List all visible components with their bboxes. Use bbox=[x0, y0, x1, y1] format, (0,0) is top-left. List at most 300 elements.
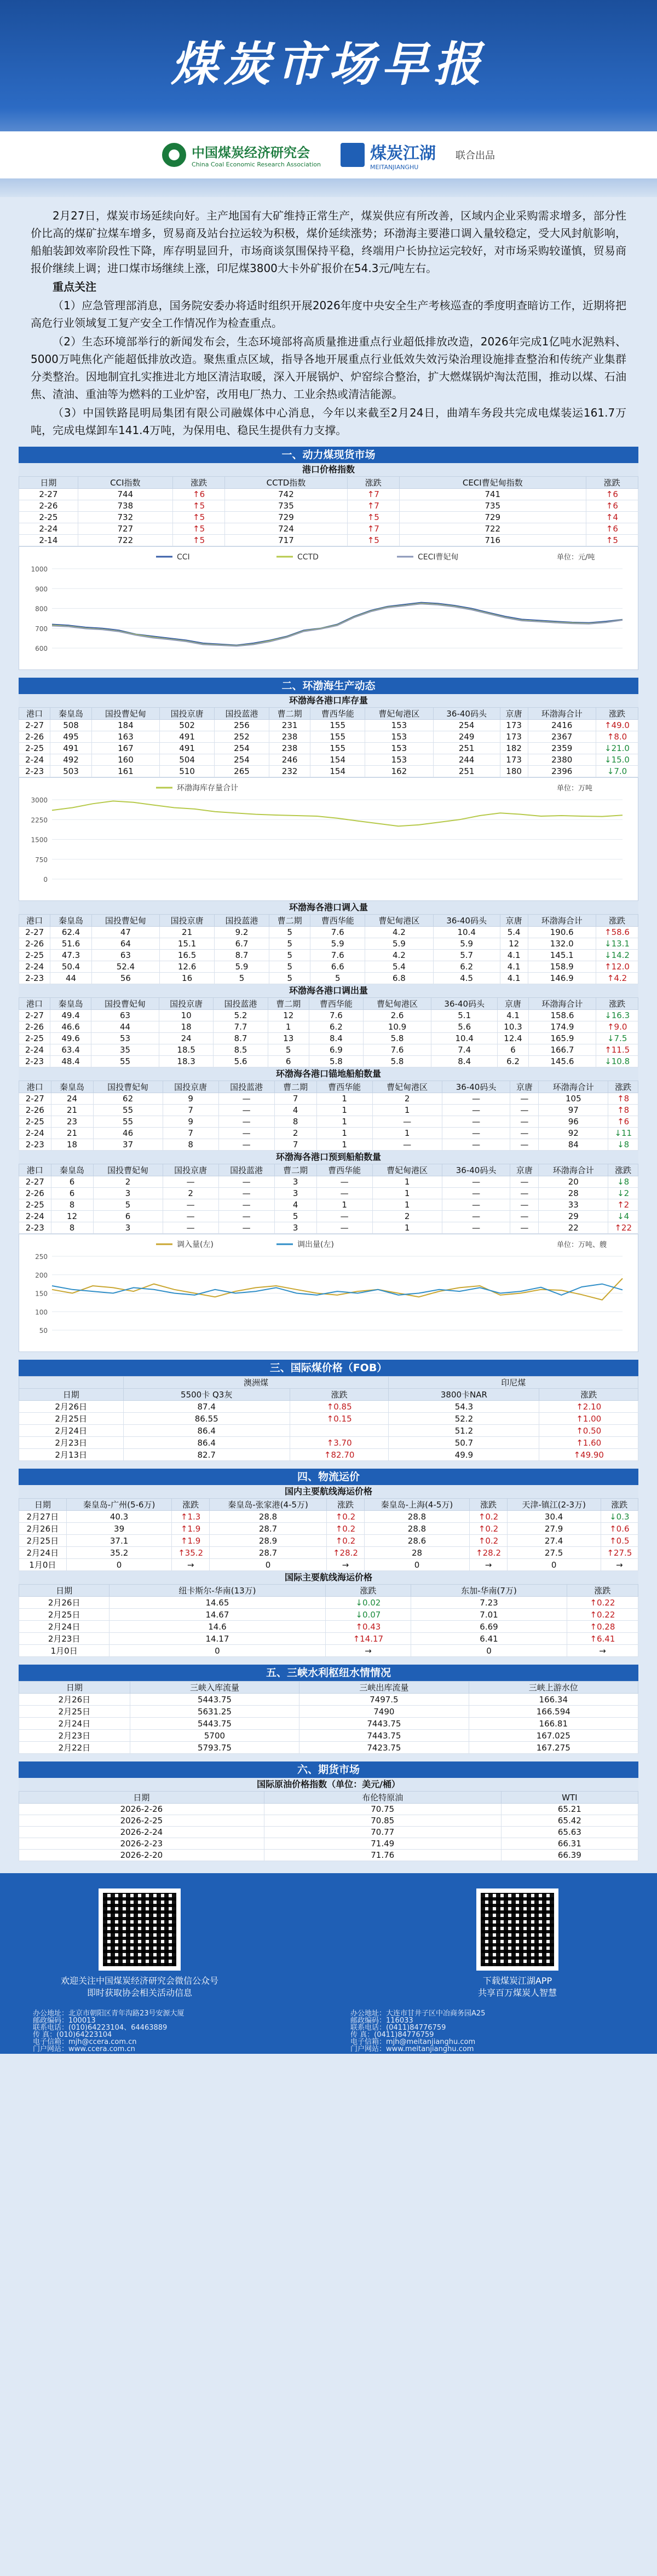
table-cell: ↑4.2 bbox=[596, 973, 638, 984]
table-cell: 47.3 bbox=[50, 950, 91, 961]
table-cell: — bbox=[510, 1128, 539, 1139]
table-cell: ↑6.41 bbox=[567, 1633, 638, 1645]
table-cell: 238 bbox=[269, 731, 310, 743]
table-cell: 153 bbox=[365, 731, 433, 743]
table-cell: 52.4 bbox=[91, 961, 159, 973]
table-cell: ↑0.2 bbox=[470, 1511, 507, 1523]
column-header: CCI指数 bbox=[78, 477, 172, 489]
table-cell: 2416 bbox=[528, 720, 596, 731]
table-cell: 28 bbox=[364, 1547, 470, 1559]
table-cell: ↓11 bbox=[608, 1128, 638, 1139]
table-cell: 50.7 bbox=[389, 1437, 539, 1449]
table-cell: 28.8 bbox=[209, 1511, 327, 1523]
table-cell: 735 bbox=[225, 500, 347, 512]
column-header: CECI曹妃甸指数 bbox=[399, 477, 586, 489]
table-cell: 82.7 bbox=[123, 1449, 290, 1461]
table-cell: ↓8 bbox=[608, 1139, 638, 1151]
table-cell: 3 bbox=[274, 1176, 316, 1188]
table-cell: 24 bbox=[51, 1093, 93, 1105]
table-cell: 28.8 bbox=[364, 1523, 470, 1535]
column-header: 环渤海合计 bbox=[528, 708, 596, 720]
table-cell: → bbox=[567, 1645, 638, 1657]
column-header: 京唐 bbox=[500, 915, 528, 927]
table-cell: — bbox=[316, 1188, 372, 1199]
table-cell: 716 bbox=[399, 535, 586, 546]
section-title: 六、期货市场 bbox=[19, 1761, 638, 1778]
table-cell: 724 bbox=[225, 523, 347, 535]
table-cell: 51.2 bbox=[389, 1425, 539, 1437]
table-row bbox=[19, 1176, 638, 1188]
section-title: 一、动力煤现货市场 bbox=[19, 447, 638, 463]
column-header: 36-40码头 bbox=[433, 915, 500, 927]
table-cell: 1 bbox=[316, 1093, 372, 1105]
table-cell: 153 bbox=[365, 720, 433, 731]
section-three-gorges bbox=[19, 1665, 638, 1754]
y-tick-label: 700 bbox=[35, 625, 48, 633]
table-cell: 9 bbox=[163, 1116, 218, 1128]
header-banner bbox=[0, 0, 657, 197]
table-cell: 502 bbox=[160, 720, 215, 731]
table-cell: 8.7 bbox=[215, 950, 269, 961]
table-row bbox=[19, 523, 638, 535]
y-tick-label: 900 bbox=[35, 585, 48, 593]
column-header: 环渤海合计 bbox=[528, 915, 596, 927]
table-cell: 738 bbox=[78, 500, 172, 512]
table-row bbox=[19, 720, 638, 731]
price-index-line-chart bbox=[19, 547, 639, 667]
column-header: 纽卡斯尔-华南(13万) bbox=[110, 1585, 325, 1597]
table-cell: 254 bbox=[215, 743, 269, 754]
table-cell: 2-27 bbox=[19, 720, 50, 731]
table-cell: 153 bbox=[365, 754, 433, 766]
table-cell: 12 bbox=[51, 1211, 93, 1222]
y-tick-label: 0 bbox=[43, 876, 48, 883]
table-cell: — bbox=[218, 1116, 274, 1128]
column-header: 秦皇岛-张家港(4-5万) bbox=[209, 1499, 327, 1511]
subsection-title: 环渤海各港口调入量 bbox=[19, 901, 638, 914]
table-cell: 86.4 bbox=[123, 1437, 290, 1449]
table-cell: 18.3 bbox=[159, 1056, 213, 1067]
table-row bbox=[19, 512, 638, 523]
table-cell: 5.7 bbox=[433, 950, 500, 961]
column-header: 曹妃甸港区 bbox=[365, 708, 433, 720]
table-cell: 63 bbox=[91, 1010, 159, 1021]
column-header: 秦皇岛-广州(5-6万) bbox=[66, 1499, 172, 1511]
column-header: 国投京唐 bbox=[160, 708, 215, 720]
table-cell: 7443.75 bbox=[299, 1718, 469, 1730]
table-cell: 54.3 bbox=[389, 1401, 539, 1413]
column-header: 秦皇岛 bbox=[50, 998, 91, 1010]
table-cell: 158.6 bbox=[528, 1010, 596, 1021]
column-header: 秦皇岛 bbox=[50, 708, 91, 720]
table-cell: 741 bbox=[399, 489, 586, 500]
table-cell: 190.6 bbox=[528, 927, 596, 938]
table-cell: — bbox=[218, 1139, 274, 1151]
table-cell: ↑5 bbox=[347, 535, 399, 546]
table-cell: 92 bbox=[539, 1128, 608, 1139]
table-row bbox=[19, 938, 638, 950]
table-cell: 35.2 bbox=[66, 1547, 172, 1559]
table-cell: 166.34 bbox=[469, 1694, 638, 1706]
table-cell: — bbox=[372, 1139, 442, 1151]
table-cell: 63.4 bbox=[50, 1044, 91, 1056]
table-cell: — bbox=[510, 1176, 539, 1188]
table-cell: 249 bbox=[433, 731, 500, 743]
mtjh-logo: 煤炭江湖 MEITANJIANGHU bbox=[341, 140, 436, 171]
table-cell: — bbox=[218, 1211, 274, 1222]
table-cell: — bbox=[442, 1176, 510, 1188]
table-cell: 508 bbox=[50, 720, 91, 731]
table-cell: 4.1 bbox=[500, 961, 528, 973]
table-cell: 491 bbox=[50, 743, 91, 754]
table-cell: 1 bbox=[372, 1199, 442, 1211]
table-cell: ↑7 bbox=[347, 489, 399, 500]
table-header-row bbox=[19, 915, 638, 927]
table-row bbox=[19, 1188, 638, 1199]
table-cell: 2-27 bbox=[19, 927, 50, 938]
y-tick-label: 600 bbox=[35, 645, 48, 652]
table-cell: 145.6 bbox=[528, 1056, 596, 1067]
table-cell: 5 bbox=[269, 938, 310, 950]
y-tick-label: 800 bbox=[35, 605, 48, 613]
table-cell: 2月25日 bbox=[19, 1535, 67, 1547]
table-cell: 15.1 bbox=[160, 938, 215, 950]
table-cell: 9 bbox=[163, 1093, 218, 1105]
table-cell: ↑5 bbox=[172, 535, 224, 546]
table-cell: ↑0.22 bbox=[567, 1597, 638, 1609]
table-cell: 71.76 bbox=[264, 1850, 501, 1861]
table-cell: 4.1 bbox=[500, 973, 528, 984]
table-cell: 2-27 bbox=[19, 1176, 51, 1188]
column-header: 三峡上游水位 bbox=[469, 1682, 638, 1694]
table-cell: ↑27.5 bbox=[601, 1547, 638, 1559]
table-cell: ↑6 bbox=[586, 523, 638, 535]
table-cell: 2-14 bbox=[19, 535, 78, 546]
table-row bbox=[19, 1511, 638, 1523]
table-cell: — bbox=[372, 1116, 442, 1128]
table-cell: 96 bbox=[539, 1116, 608, 1128]
table-cell: 2-25 bbox=[19, 512, 78, 523]
ccera-logo: 中国煤炭经济研究会 China Coal Economic Research Association bbox=[162, 142, 321, 168]
flow-chart bbox=[19, 1234, 638, 1352]
mtjh-emblem-icon bbox=[341, 143, 365, 167]
table-cell: 2-24 bbox=[19, 754, 50, 766]
table-cell: — bbox=[442, 1093, 510, 1105]
column-header: 涨跌 bbox=[290, 1389, 389, 1401]
subsection-title: 港口价格指数 bbox=[19, 463, 638, 476]
column-header: 涨跌 bbox=[347, 477, 399, 489]
table-cell: 7.6 bbox=[309, 1010, 363, 1021]
table-row bbox=[19, 1523, 638, 1535]
price-index-table bbox=[19, 476, 638, 546]
table-cell: 40.3 bbox=[66, 1511, 172, 1523]
table-cell: 2 bbox=[372, 1093, 442, 1105]
section-coal-spot bbox=[19, 447, 638, 670]
table-cell: 182 bbox=[500, 743, 528, 754]
table-cell: 0 bbox=[411, 1645, 567, 1657]
table-cell: 2月27日 bbox=[19, 1511, 67, 1523]
table-cell: ↑1.3 bbox=[172, 1511, 209, 1523]
table-cell: ↓10.8 bbox=[596, 1056, 638, 1067]
table-cell: — bbox=[442, 1199, 510, 1211]
table-cell: 2月25日 bbox=[19, 1609, 110, 1621]
table-cell: 39 bbox=[66, 1523, 172, 1535]
table-cell: 0 bbox=[66, 1559, 172, 1571]
table-header-row bbox=[19, 998, 638, 1010]
table-cell: 5 bbox=[93, 1199, 163, 1211]
table-row bbox=[19, 1413, 638, 1425]
table-cell: 2月23日 bbox=[19, 1633, 110, 1645]
series-line bbox=[52, 1279, 623, 1300]
table-cell: 84 bbox=[539, 1139, 608, 1151]
price-index-chart bbox=[19, 546, 638, 670]
table-cell: 2月26日 bbox=[19, 1597, 110, 1609]
table-cell: 28.8 bbox=[364, 1511, 470, 1523]
table-cell: 2-26 bbox=[19, 1188, 51, 1199]
table-cell: 162 bbox=[365, 766, 433, 777]
table-cell: ↑6 bbox=[172, 489, 224, 500]
table-cell: 70.77 bbox=[264, 1827, 501, 1838]
table-cell: — bbox=[218, 1105, 274, 1116]
column-header: 3800卡NAR bbox=[389, 1389, 539, 1401]
table-cell: 165.9 bbox=[528, 1033, 596, 1044]
table-cell: 8.5 bbox=[214, 1044, 268, 1056]
table-cell: 49.6 bbox=[50, 1033, 91, 1044]
table-cell: ↑58.6 bbox=[596, 927, 638, 938]
table-cell: 2396 bbox=[528, 766, 596, 777]
table-cell: 4.1 bbox=[500, 950, 528, 961]
table-row bbox=[19, 1056, 638, 1067]
table-row bbox=[19, 1105, 638, 1116]
table-cell: 5.2 bbox=[214, 1010, 268, 1021]
table-header-row bbox=[19, 1164, 638, 1176]
table-cell: 503 bbox=[50, 766, 91, 777]
table-cell: — bbox=[316, 1222, 372, 1234]
table-cell: 2月26日 bbox=[19, 1401, 124, 1413]
anchor-table bbox=[19, 1081, 638, 1151]
table-cell: 16.5 bbox=[160, 950, 215, 961]
table-cell: 254 bbox=[433, 720, 500, 731]
table-cell: ↑0.43 bbox=[325, 1621, 411, 1633]
series-line bbox=[52, 603, 623, 645]
table-cell: 4.5 bbox=[433, 973, 500, 984]
ccera-contact-info: 办公地址：北京市朝阳区青年沟路23号安源大厦 邮政编码：100013 联系电话：(010)64223104、64463889 传 真：(010)64223104 电子信箱：mjh@ccera.com.cn 门户网站：www.ccera.com.cn bbox=[33, 2009, 185, 2053]
table-cell: 7423.75 bbox=[299, 1742, 469, 1754]
table-row bbox=[19, 1093, 638, 1105]
table-cell: 28.9 bbox=[209, 1535, 327, 1547]
table-cell: ↑0.2 bbox=[327, 1535, 364, 1547]
wechat-qr-code bbox=[99, 1888, 181, 1971]
table-cell: 2 bbox=[372, 1211, 442, 1222]
inventory-chart bbox=[19, 777, 638, 901]
inventory-line-chart bbox=[19, 778, 639, 898]
column-header: 国投京唐 bbox=[163, 1081, 218, 1093]
table-cell: 27.5 bbox=[507, 1547, 601, 1559]
table-cell: — bbox=[442, 1222, 510, 1234]
legend-label: 调入量(左) bbox=[177, 1240, 214, 1249]
table-cell: 18 bbox=[159, 1021, 213, 1033]
table-cell: ↓0.02 bbox=[325, 1597, 411, 1609]
table-cell: — bbox=[163, 1176, 218, 1188]
table-cell: 7 bbox=[274, 1093, 316, 1105]
table-cell: 2359 bbox=[528, 743, 596, 754]
table-cell: 7 bbox=[163, 1105, 218, 1116]
table-cell: ↓15.0 bbox=[596, 754, 638, 766]
column-header: 秦皇岛 bbox=[51, 1164, 93, 1176]
table-cell: 1 bbox=[372, 1222, 442, 1234]
table-cell: → bbox=[601, 1559, 638, 1571]
section-title: 二、环渤海生产动态 bbox=[19, 678, 638, 694]
table-cell: 29 bbox=[539, 1211, 608, 1222]
table-cell: ↑3.70 bbox=[290, 1437, 389, 1449]
table-row bbox=[19, 1827, 638, 1838]
column-header: 曹妃甸港区 bbox=[372, 1164, 442, 1176]
table-cell: 504 bbox=[160, 754, 215, 766]
table-cell: ↑6 bbox=[586, 500, 638, 512]
table-cell: 166.81 bbox=[469, 1718, 638, 1730]
table-row bbox=[19, 1559, 638, 1571]
subsection-title: 国际主要航线海运价格 bbox=[19, 1571, 638, 1584]
table-row bbox=[19, 1401, 638, 1413]
column-header: 秦皇岛 bbox=[51, 1081, 93, 1093]
table-row bbox=[19, 731, 638, 743]
table-cell: ↑28.2 bbox=[327, 1547, 364, 1559]
table-cell: ↑0.28 bbox=[567, 1621, 638, 1633]
group-blank bbox=[19, 1377, 124, 1389]
table-cell: 2026-2-25 bbox=[19, 1815, 264, 1827]
table-row bbox=[19, 1010, 638, 1021]
table-cell: ↑5 bbox=[172, 500, 224, 512]
table-cell: 5 bbox=[274, 1211, 316, 1222]
table-cell: ↑8 bbox=[608, 1093, 638, 1105]
table-cell: 18.5 bbox=[159, 1044, 213, 1056]
table-cell: 2-24 bbox=[19, 523, 78, 535]
table-cell: — bbox=[510, 1199, 539, 1211]
focus-heading: 重点关注 bbox=[53, 280, 96, 293]
table-cell: 735 bbox=[399, 500, 586, 512]
column-header: 京唐 bbox=[498, 998, 528, 1010]
table-cell: 53 bbox=[91, 1033, 159, 1044]
expected-table bbox=[19, 1164, 638, 1234]
table-cell: 5.8 bbox=[364, 1033, 431, 1044]
table-cell: ↑82.70 bbox=[290, 1449, 389, 1461]
column-header: 涨跌 bbox=[586, 477, 638, 489]
column-header: 曹西华能 bbox=[316, 1164, 372, 1176]
table-cell: 2-27 bbox=[19, 1010, 50, 1021]
table-cell: 166.7 bbox=[528, 1044, 596, 1056]
table-cell: 2-24 bbox=[19, 1044, 50, 1056]
table-cell: 48.4 bbox=[50, 1056, 91, 1067]
intro-p2: （1）应急管理部消息，国务院安委办将适时组织开展2026年度中央安全生产考核巡查的季度明查暗访工作，近期将把高危行业领域复工复产安全工作情况作为检查重点。 bbox=[31, 299, 626, 330]
table-cell: 7 bbox=[163, 1128, 218, 1139]
table-cell: ↑0.85 bbox=[290, 1401, 389, 1413]
section-futures bbox=[19, 1761, 638, 1861]
table-cell: 62.4 bbox=[50, 927, 91, 938]
table-cell: 2月24日 bbox=[19, 1718, 130, 1730]
table-cell: 1 bbox=[316, 1116, 372, 1128]
table-cell: — bbox=[442, 1105, 510, 1116]
column-header: 国投曹妃甸 bbox=[93, 1164, 163, 1176]
table-cell: ↑49.0 bbox=[596, 720, 638, 731]
table-cell: 9.2 bbox=[215, 927, 269, 938]
table-row bbox=[19, 1694, 638, 1706]
table-cell: 2月25日 bbox=[19, 1706, 130, 1718]
unit-label: 单位：元/吨 bbox=[557, 553, 595, 562]
table-cell: ↑8 bbox=[608, 1105, 638, 1116]
table-cell: 180 bbox=[500, 766, 528, 777]
column-header: 曹二期 bbox=[274, 1081, 316, 1093]
table-cell: 5 bbox=[215, 973, 269, 984]
table-cell: 14.17 bbox=[110, 1633, 325, 1645]
table-header-row bbox=[19, 1389, 638, 1401]
table-cell: — bbox=[163, 1199, 218, 1211]
column-header: 国投曹妃甸 bbox=[91, 708, 159, 720]
y-tick-label: 2250 bbox=[31, 816, 48, 824]
table-cell: 52.2 bbox=[389, 1413, 539, 1425]
table-cell: 8.7 bbox=[214, 1033, 268, 1044]
table-cell: 0 bbox=[209, 1559, 327, 1571]
group-header: 印尼煤 bbox=[389, 1377, 638, 1389]
table-cell: ↑1.9 bbox=[172, 1535, 209, 1547]
table-cell: 12 bbox=[268, 1010, 309, 1021]
table-cell: 5 bbox=[310, 973, 365, 984]
table-cell: — bbox=[442, 1188, 510, 1199]
table-cell: 8 bbox=[274, 1116, 316, 1128]
column-header: 国投蓝港 bbox=[215, 915, 269, 927]
intro-p4: （3）中国铁路昆明局集团有限公司融媒体中心消息，今年以来截至2月24日，曲靖车务段共完成电煤装运161.7万吨，完成电煤卸车141.4万吨，为保用电、稳民生提供有力支撑。 bbox=[31, 406, 626, 437]
table-cell: 160 bbox=[91, 754, 159, 766]
table-header-row bbox=[19, 477, 638, 489]
table-row bbox=[19, 1838, 638, 1850]
table-cell: 0 bbox=[110, 1645, 325, 1657]
table-cell: 244 bbox=[433, 754, 500, 766]
table-cell: 86.4 bbox=[123, 1425, 290, 1437]
table-cell: → bbox=[325, 1645, 411, 1657]
table-cell: 7.7 bbox=[214, 1021, 268, 1033]
table-cell: 66.31 bbox=[501, 1838, 638, 1850]
section-title: 四、物流运价 bbox=[19, 1469, 638, 1485]
column-header: 港口 bbox=[19, 1164, 51, 1176]
table-cell: ↓8 bbox=[608, 1176, 638, 1188]
column-header: 涨跌 bbox=[601, 1499, 638, 1511]
table-cell: 6.7 bbox=[215, 938, 269, 950]
table-cell: 3 bbox=[93, 1188, 163, 1199]
table-cell: 491 bbox=[160, 731, 215, 743]
table-cell: 2-23 bbox=[19, 1139, 51, 1151]
table-cell: 2月24日 bbox=[19, 1621, 110, 1633]
table-cell: 5.9 bbox=[310, 938, 365, 950]
column-header: 曹妃甸港区 bbox=[364, 998, 431, 1010]
column-header: 日期 bbox=[19, 1585, 110, 1597]
intl-freight-table bbox=[19, 1584, 638, 1657]
table-cell: 6.9 bbox=[309, 1044, 363, 1056]
table-cell: 2380 bbox=[528, 754, 596, 766]
intro-p1: 2月27日，煤炭市场延续向好。主产地国有大矿维持正常生产，煤炭供应有所改善，区域内企业采购需求增多，部分性价比高的煤矿拉煤车增多，贸易商及站台拉运较为积极，煤价延续涨势；环渤海主要港口调入量较稳定，受大风封航影响，船舶装卸效率阶段性下降，库存明显回升，市场商谈氛围保持平稳，终端用户长协拉运完较好，对市场采购较谨慎，贸易商报价继续上调；进口煤市场继续上涨，印尼煤3800大卡外矿报价在54.3元/吨左右。 bbox=[31, 209, 626, 275]
legend-label: CCI bbox=[177, 553, 190, 562]
table-row bbox=[19, 1621, 638, 1633]
column-header: 秦皇岛-上海(4-5万) bbox=[364, 1499, 470, 1511]
table-cell: — bbox=[442, 1211, 510, 1222]
column-header: 京唐 bbox=[510, 1081, 539, 1093]
table-cell: 55 bbox=[93, 1105, 163, 1116]
table-cell: 71.49 bbox=[264, 1838, 501, 1850]
y-tick-label: 250 bbox=[35, 1253, 48, 1261]
column-header: 日期 bbox=[19, 477, 78, 489]
crude-oil-table bbox=[19, 1791, 638, 1861]
table-cell: 97 bbox=[539, 1105, 608, 1116]
column-header: 港口 bbox=[19, 998, 50, 1010]
table-cell: 4.1 bbox=[498, 1010, 528, 1021]
